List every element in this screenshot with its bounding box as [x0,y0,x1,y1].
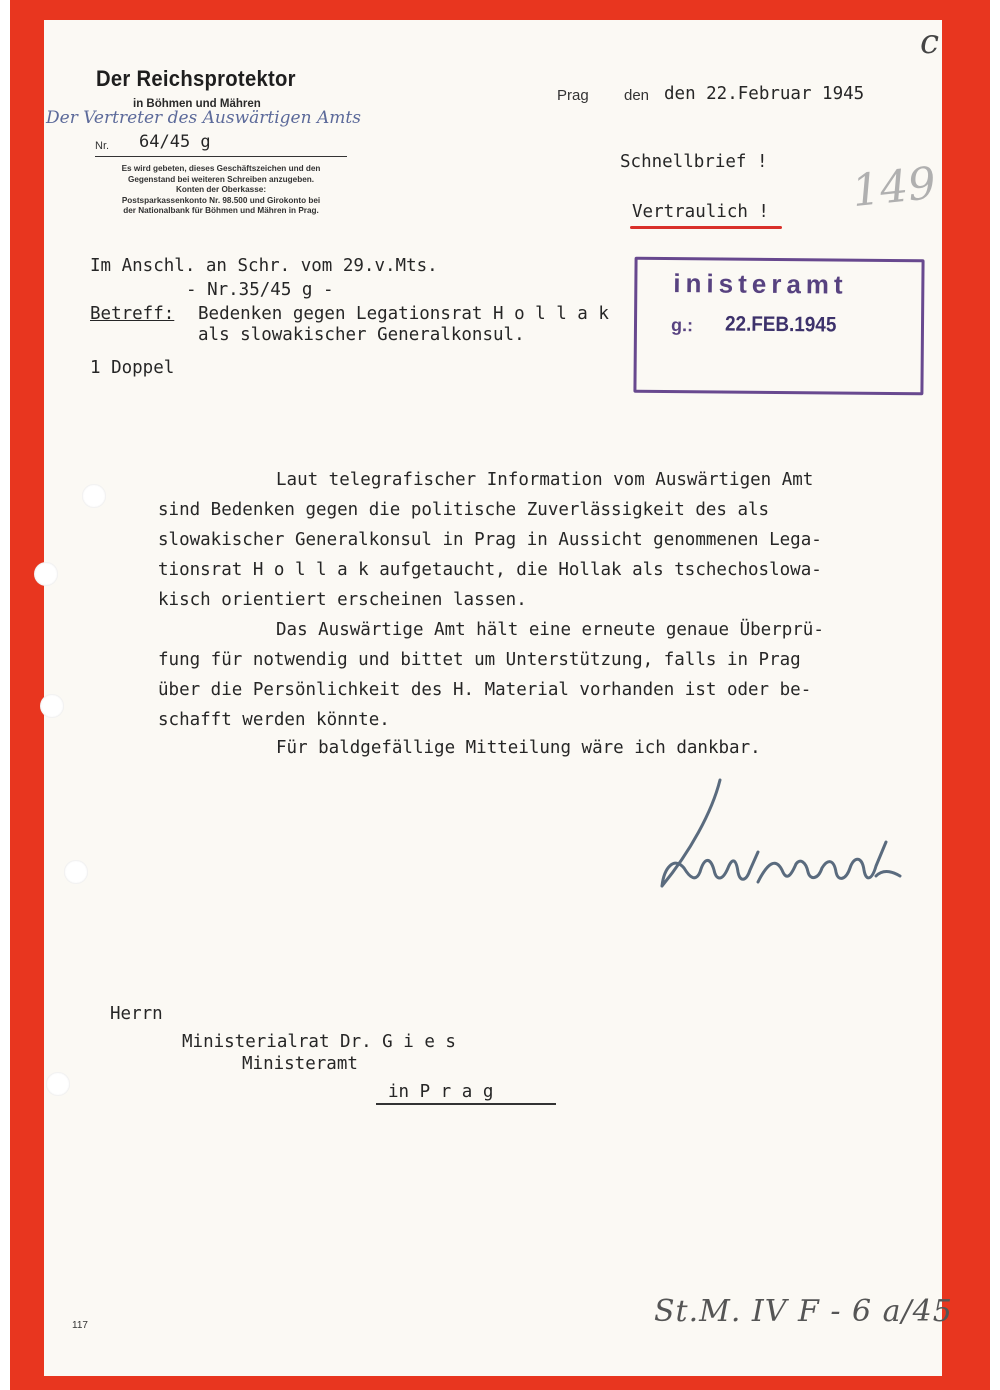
received-stamp-prefix: g.: [670,315,694,336]
address-city: in P r a g [388,1082,494,1102]
body-line: Laut telegrafischer Information vom Auswärtigen Amt [276,470,814,490]
received-stamp-title: inisteramt [673,268,848,300]
department-stamp: Der Vertreter des Auswärtigen Amts [46,108,361,128]
notice-line: Es wird gebeten, dieses Geschäftszeichen und den [121,164,321,173]
schnellbrief-mark: Schnellbrief ! [620,152,768,172]
subject-line-2: als slowakischer Generalkonsul. [198,325,525,345]
body-line: slowakischer Generalkonsul in Prag in Aussicht genommenen Lega- [158,530,822,550]
letterhead-notice [90,164,352,217]
letterhead-subtitle: in Böhmen und Mähren [133,98,261,110]
address-salutation: Herrn [110,1004,163,1024]
reference-line-2: - Nr.35/45 g - [186,280,334,300]
dateline-place: Prag [557,87,589,104]
form-number: 117 [72,1320,88,1331]
subject-label: Betreff: [90,304,175,324]
body-line: Für baldgefällige Mitteilung wäre ich dankbar. [276,738,761,758]
punch-hole [40,694,64,718]
file-reference-handwritten: St.M. IV F - 6 a/45 [654,1294,953,1329]
reference-number-label: Nr. [95,140,110,152]
reference-number-value: 64/45 g [139,132,211,152]
letterhead-title: Der Reichsprotektor [96,66,296,91]
notice-line: Gegenstand bei weiteren Schreiben anzugeben. [127,174,315,184]
subject-line-1: Bedenken gegen Legationsrat H o l l a k [198,304,609,324]
enclosure-note: 1 Doppel [90,358,175,378]
dateline-date: den 22.Februar 1945 [664,84,865,104]
notice-line: Postsparkassenkonto Nr. 98.500 und Girokonto bei [121,195,321,205]
punch-hole [64,860,88,884]
punch-hole [82,484,106,508]
punch-hole [46,1072,70,1096]
body-line: fung für notwendig und bittet um Unterstützung, falls in Prag [158,650,801,670]
notice-line: der Nationalbank für Böhmen und Mähren in Prag. [123,206,319,215]
body-line: kisch orientiert erscheinen lassen. [158,590,527,610]
body-line: über die Persönlichkeit des H. Material vorhanden ist oder be- [158,680,812,700]
vertraulich-mark: Vertraulich ! [632,202,769,222]
page-number-handwritten: 149 [849,157,939,218]
notice-line: Konten der Oberkasse: [175,185,267,194]
body-line: schafft werden könnte. [158,710,390,730]
reference-number-row [95,134,347,157]
body-line: sind Bedenken gegen die politische Zuverlässigkeit des als [158,500,770,520]
reference-line-1: Im Anschl. an Schr. vom 29.v.Mts. [90,256,438,276]
received-stamp-date: 22.FEB.1945 [724,312,837,337]
signature [650,772,920,902]
received-stamp [633,257,924,396]
vertraulich-underline [630,226,782,229]
corner-letter: c [920,22,940,62]
address-city-underline [376,1103,556,1105]
punch-hole [34,562,58,586]
body-line: tionsrat H o l l a k aufgetaucht, die Hollak als tschechoslowa- [158,560,822,580]
address-office: Ministeramt [242,1054,358,1074]
dateline-den: den [624,87,650,104]
body-line: Das Auswärtige Amt hält eine erneute genaue Überprü- [276,620,824,640]
address-name: Ministerialrat Dr. G i e s [182,1032,456,1052]
